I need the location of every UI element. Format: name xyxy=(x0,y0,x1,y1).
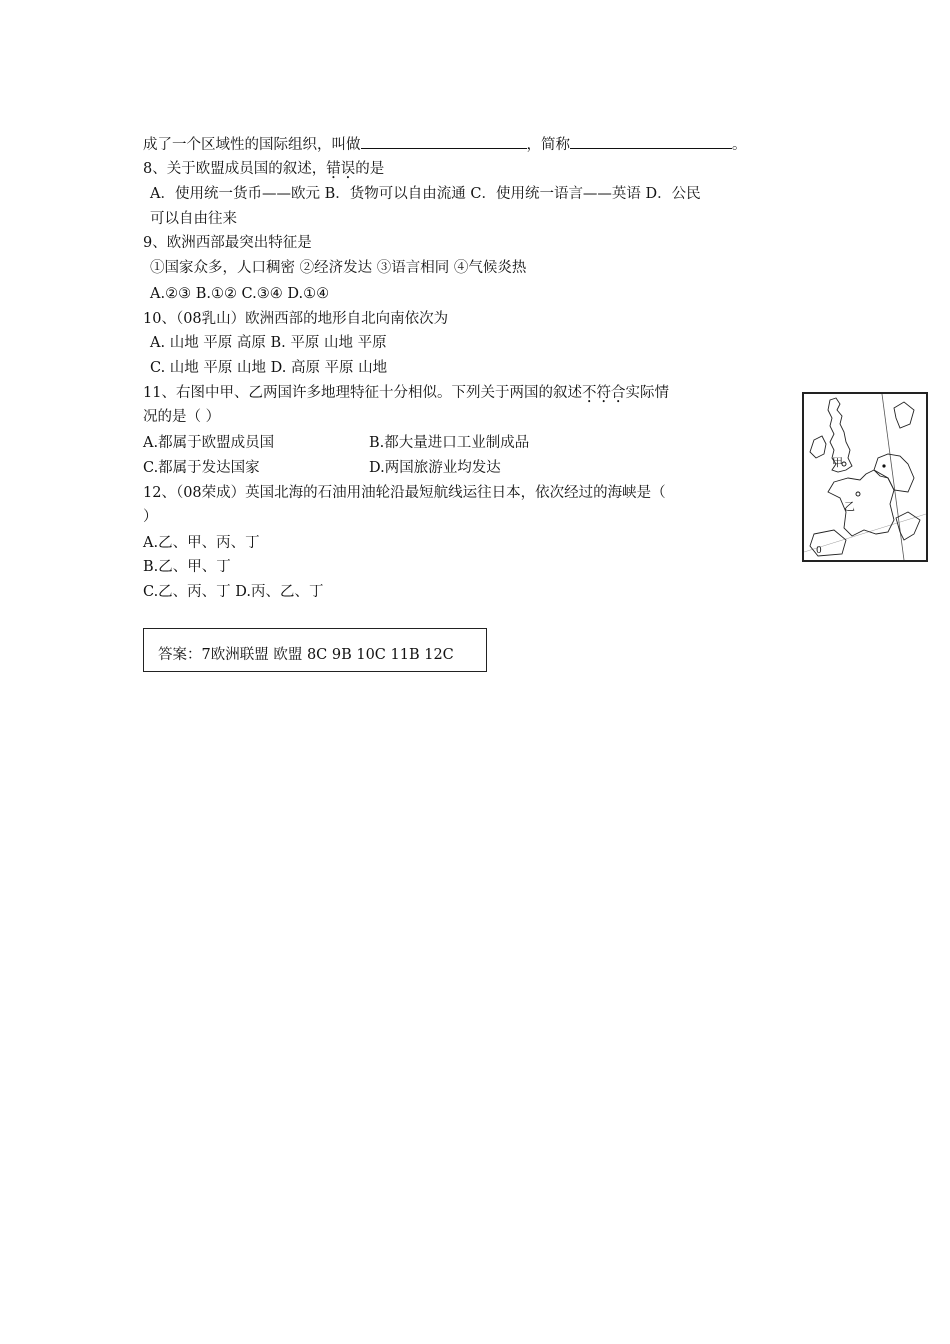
q9-items: ①国家众多，人口稠密 ②经济发达 ③语言相同 ④气候炎热 xyxy=(150,260,527,276)
q10-options-line1: A. 山地 平原 高原 B. 平原 山地 平原 xyxy=(150,335,387,351)
answer-text: 答案：7欧洲联盟 欧盟 8C 9B 10C 11B 12C xyxy=(158,647,454,663)
answer-box xyxy=(143,628,487,672)
q8-options-line2: 可以自由往来 xyxy=(150,211,237,227)
map-label-yi: 乙 xyxy=(844,500,855,513)
q11-stem-line2: 况的是（ ） xyxy=(143,409,221,425)
q11-option-a: A.都属于欧盟成员国 xyxy=(143,435,275,451)
q12-stem-line1: 12、（08荣成）英国北海的石油用油轮沿最短航线运往日本，依次经过的海峡是（ xyxy=(143,485,666,501)
q7-blank-full-name[interactable] xyxy=(361,134,527,149)
q8-stem xyxy=(143,159,384,179)
q7-middle: ，简称 xyxy=(526,137,570,153)
q11-emphasis-char: 合 xyxy=(610,385,626,401)
q8-stem-text: 8、关于欧盟成员国的叙述， xyxy=(143,161,327,177)
europe-map-figure xyxy=(802,392,928,562)
q8-emphasis-char: 误 xyxy=(340,161,356,177)
q12-stem-line2: ） xyxy=(143,509,158,525)
map-label-zero: 0 xyxy=(816,546,822,556)
q7-suffix: 。 xyxy=(732,137,747,153)
q11-emphasis-char: 不 xyxy=(581,385,597,401)
q10-options-line2: C. 山地 平原 山地 D. 高原 平原 山地 xyxy=(150,360,388,376)
q12-option-b: B.乙、甲、丁 xyxy=(143,559,231,575)
q7-blank-short-name[interactable] xyxy=(570,134,732,149)
q7-line xyxy=(143,134,747,155)
q11-stem-text: 11、右图中甲、乙两国许多地理特征十分相似。下列关于两国的叙述 xyxy=(143,385,582,401)
q8-stem-tail: 的是 xyxy=(355,161,385,177)
q8-emphasis-char: 错 xyxy=(326,161,341,177)
q11-option-c: C.都属于发达国家 xyxy=(143,460,260,476)
q11-stem-tail: 实际情 xyxy=(625,385,669,401)
q9-options: A.②③ B.①② C.③④ D.①④ xyxy=(150,286,330,302)
q11-stem xyxy=(143,383,669,403)
q12-option-cd: C.乙、丙、丁 D.丙、乙、丁 xyxy=(143,584,324,600)
q11-option-d: D.两国旅游业均发达 xyxy=(369,460,501,476)
map-outline xyxy=(804,394,926,560)
q9-stem: 9、欧洲西部最突出特征是 xyxy=(143,235,312,251)
q11-emphasis-char: 符 xyxy=(596,385,611,401)
map-label-jia: 甲 xyxy=(832,456,843,469)
q7-prefix: 成了一个区域性的国际组织，叫做 xyxy=(143,137,361,153)
q11-option-b: B.都大量进口工业制成品 xyxy=(369,435,530,451)
q8-options-line1: A．使用统一货币——欧元 B．货物可以自由流通 C．使用统一语言——英语 D．公民 xyxy=(150,186,701,202)
q12-option-a: A.乙、甲、丙、丁 xyxy=(143,535,260,551)
q10-stem: 10、（08乳山）欧洲西部的地形自北向南依次为 xyxy=(143,311,449,327)
